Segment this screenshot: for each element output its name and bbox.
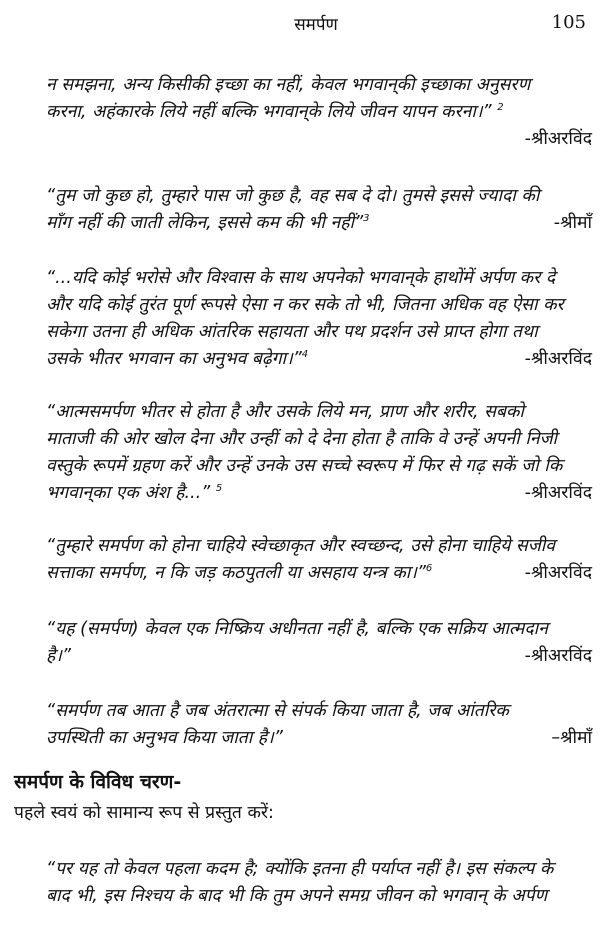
quote-last-line [46, 346, 598, 373]
quote-block [46, 698, 598, 752]
attribution: -श्रीअरविंद [524, 129, 592, 149]
section-intro: पहले स्वयं को सामान्य रूप से प्रस्तुत करें: [14, 803, 274, 823]
footnote-marker: 4 [301, 349, 309, 361]
page-number: 105 [551, 12, 586, 33]
quote-block [46, 616, 598, 670]
quote-line: सत्ताका समर्पण, न कि जड़ कठपुतली या असहाय यन्त्र का।” [46, 563, 426, 583]
quote-line: उपस्थिती का अनुभव किया जाता है।” [46, 728, 283, 748]
footnote-marker: 3 [363, 213, 370, 225]
quote-line: माँग नहीं की जाती लेकिन, इससे कम की भी नहीं” [46, 213, 364, 233]
footnote-marker: 6 [425, 563, 433, 575]
attribution: -श्रीअरविंद [524, 563, 592, 583]
quote-line: बाद भी, इस निश्चय के बाद भी कि तुम अपने समग्र जीवन को भगवान्‌ के अर्पण [46, 886, 548, 906]
quote-line: उसके भीतर भगवान का अनुभव बढ़ेगा।” [46, 349, 302, 369]
quote-line: “तुम्हारे समर्पण को होना चाहिये स्वेच्छाकृत और स्वच्छन्द, उसे होना चाहिये सजीव [46, 536, 555, 556]
quote-line: माताजी की ओर खोल देना और उन्हीं को दे देना होता है ताकि वे उन्हें अपनी निजी [46, 429, 558, 449]
quote-block [46, 265, 598, 373]
quote-line: सकेगा उतना ही अधिक आंतरिक सहायता और पथ प्रदर्शन उसे प्राप्त होगा तथा [46, 322, 538, 342]
quote-line: “पर यह तो केवल पहला कदम है; क्योंकि इतना ही पर्याप्त नहीं है। इस संकल्प के [46, 859, 554, 879]
quote-line: “यह (समर्पण) केवल एक निष्क्रिय अधीनता नहीं है, बल्कि एक सक्रिय आत्मदान [46, 619, 548, 639]
quote-block [46, 399, 598, 507]
quote-last-line [46, 560, 598, 587]
page-header [46, 10, 586, 36]
quote-block [46, 533, 598, 587]
attribution: -श्रीअरविंद [524, 646, 592, 666]
quote-line: “तुम जो कुछ हो, तुम्हारे पास जो कुछ है, वह सब दे दो। तुमसे इससे ज्यादा की [46, 186, 540, 206]
quote-line: “आत्मसमर्पण भीतर से होता है और उसके लिये मन, प्राण और शरीर, सबको [46, 402, 524, 422]
quote-last-line [46, 643, 598, 670]
running-title: समर्पण [294, 15, 338, 35]
attribution: -श्रीअरविंद [524, 483, 592, 503]
quote-line: भगवान्‌का एक अंश है...” [46, 483, 211, 503]
quote-last-line [46, 480, 598, 507]
quote-last-line [46, 210, 598, 237]
quote-line: “समर्पण तब आता है जब अंतरात्मा से संपर्क किया जाता है, जब आंतरिक [46, 701, 509, 721]
quote-line: “...यदि कोई भरोसे और विश्वास के साथ अपनेको भगवान्‌के हाथोंमें अर्पण कर दे [46, 268, 556, 288]
quote-block [46, 856, 598, 910]
quote-block [46, 72, 598, 153]
footnote-marker: 2 [497, 102, 504, 114]
attribution: -श्रीअरविंद [524, 349, 592, 369]
quote-line: और यदि कोई तुरंत पूर्ण रूपसे ऐसा न कर सके तो भी, जितना अधिक वह ऐसा कर [46, 295, 564, 315]
quote-last-line [46, 725, 598, 752]
footnote-marker: 5 [215, 483, 223, 495]
attribution: –श्रीमाँ [551, 728, 592, 748]
attribution: -श्रीमाँ [553, 213, 592, 233]
section-heading: समर्पण के विविध चरण- [14, 771, 182, 793]
quote-line: न समझना, अन्य किसीकी इच्छा का नहीं, केवल भगवान्‌की इच्छाका अनुसरण [46, 75, 531, 95]
quote-line: वस्तुके रूपमें ग्रहण करें और उन्हें उनके उस सच्चे स्वरूप में फिर से गढ़ सकें जो कि [46, 456, 563, 476]
quote-line: है।” [46, 646, 71, 666]
quote-block [46, 183, 598, 237]
quote-last-line [46, 99, 598, 126]
quote-line: करना, अहंकारके लिये नहीं बल्कि भगवान्‌के लिये जीवन यापन करना।” [46, 102, 492, 122]
